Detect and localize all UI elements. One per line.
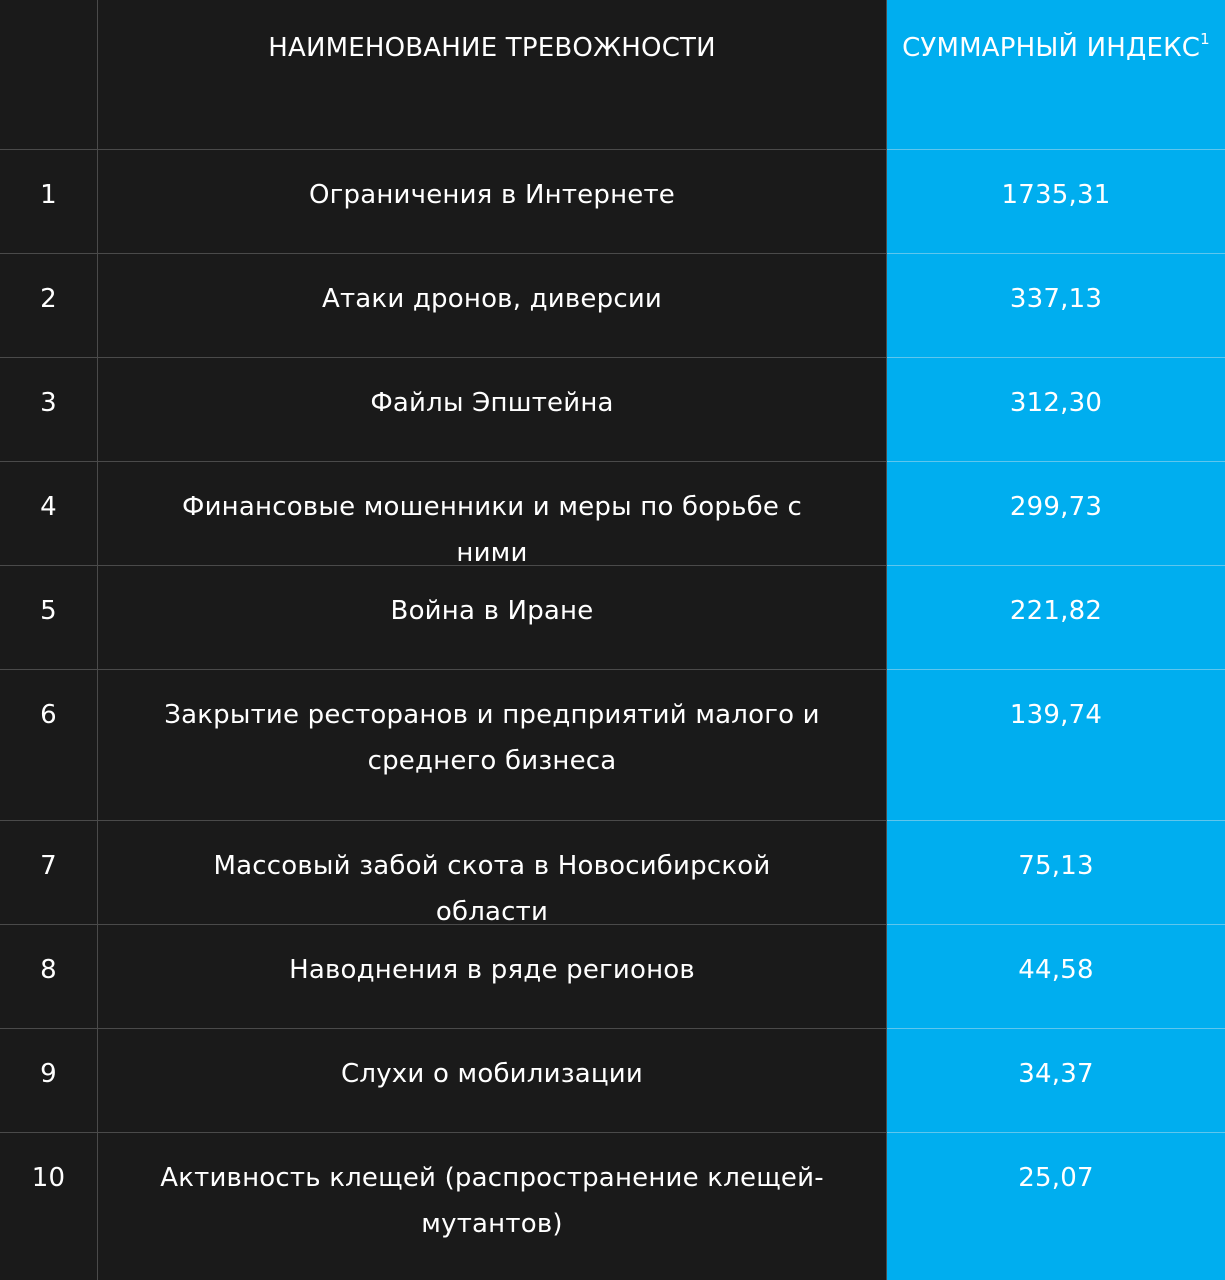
row-8-value: 44,58 [887, 925, 1225, 1029]
row-9-name: Слухи о мобилизации [98, 1029, 887, 1133]
row-10-name: Активность клещей (распространение клещей-мутантов) [98, 1133, 887, 1280]
row-10-number: 10 [0, 1133, 98, 1280]
header-value-label: СУММАРНЫЙ ИНДЕКС [902, 33, 1201, 63]
row-2-name: Атаки дронов, диверсии [98, 254, 887, 358]
row-5-number: 5 [0, 566, 98, 670]
row-1-number: 1 [0, 150, 98, 254]
row-5-value: 221,82 [887, 566, 1225, 670]
header-value-cell [887, 0, 1225, 150]
row-10-value: 25,07 [887, 1133, 1225, 1280]
row-7-value: 75,13 [887, 821, 1225, 925]
row-3-value: 312,30 [887, 358, 1225, 462]
row-3-number: 3 [0, 358, 98, 462]
row-3-name: Файлы Эпштейна [98, 358, 887, 462]
row-9-number: 9 [0, 1029, 98, 1133]
row-2-value: 337,13 [887, 254, 1225, 358]
header-number-cell [0, 0, 98, 150]
header-name-cell: НАИМЕНОВАНИЕ ТРЕВОЖНОСТИ [98, 0, 887, 150]
row-8-name: Наводнения в ряде регионов [98, 925, 887, 1029]
row-2-number: 2 [0, 254, 98, 358]
row-7-number: 7 [0, 821, 98, 925]
header-value-footnote: 1 [1200, 30, 1210, 49]
row-1-value: 1735,31 [887, 150, 1225, 254]
row-4-number: 4 [0, 462, 98, 566]
row-1-name: Ограничения в Интернете [98, 150, 887, 254]
row-7-name: Массовый забой скота в Новосибирской области [98, 821, 887, 925]
row-4-name: Финансовые мошенники и меры по борьбе с ними [98, 462, 887, 566]
row-4-value: 299,73 [887, 462, 1225, 566]
row-8-number: 8 [0, 925, 98, 1029]
row-5-name: Война в Иране [98, 566, 887, 670]
row-6-value: 139,74 [887, 670, 1225, 821]
row-6-name: Закрытие ресторанов и предприятий малого и среднего бизнеса [98, 670, 887, 821]
row-9-value: 34,37 [887, 1029, 1225, 1133]
row-6-number: 6 [0, 670, 98, 821]
